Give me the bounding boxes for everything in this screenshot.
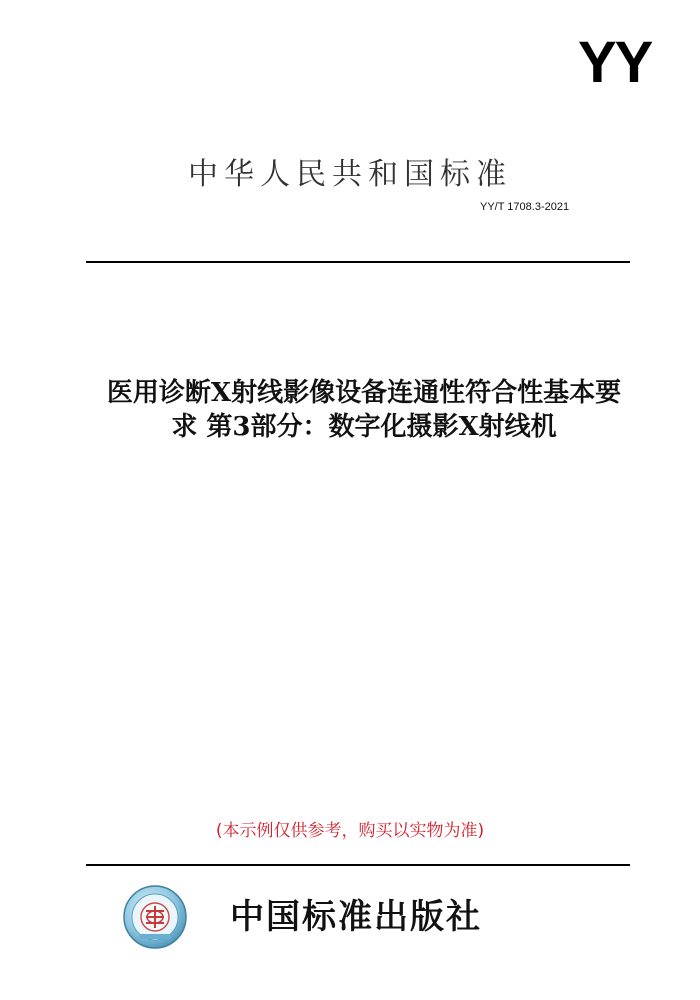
publisher-seal-icon [122, 884, 188, 950]
document-title-line-2: 求 第3部分：数字化摄影X射线机 [171, 412, 557, 442]
standard-type-heading: 中华人民共和国标准 [188, 157, 512, 192]
bottom-divider [86, 864, 630, 866]
document-title-line-1: 医用诊断X射线影像设备连通性符合性基本要 [106, 378, 622, 408]
document-title [60, 376, 668, 444]
top-divider [86, 261, 630, 263]
yy-logo: YY [578, 30, 652, 95]
standard-number: YY/T 1708.3-2021 [480, 201, 570, 213]
publisher-name: 中国标准出版社 [230, 897, 482, 937]
sample-disclaimer: (本示例仅供参考，购买以实物为准) [215, 821, 485, 841]
